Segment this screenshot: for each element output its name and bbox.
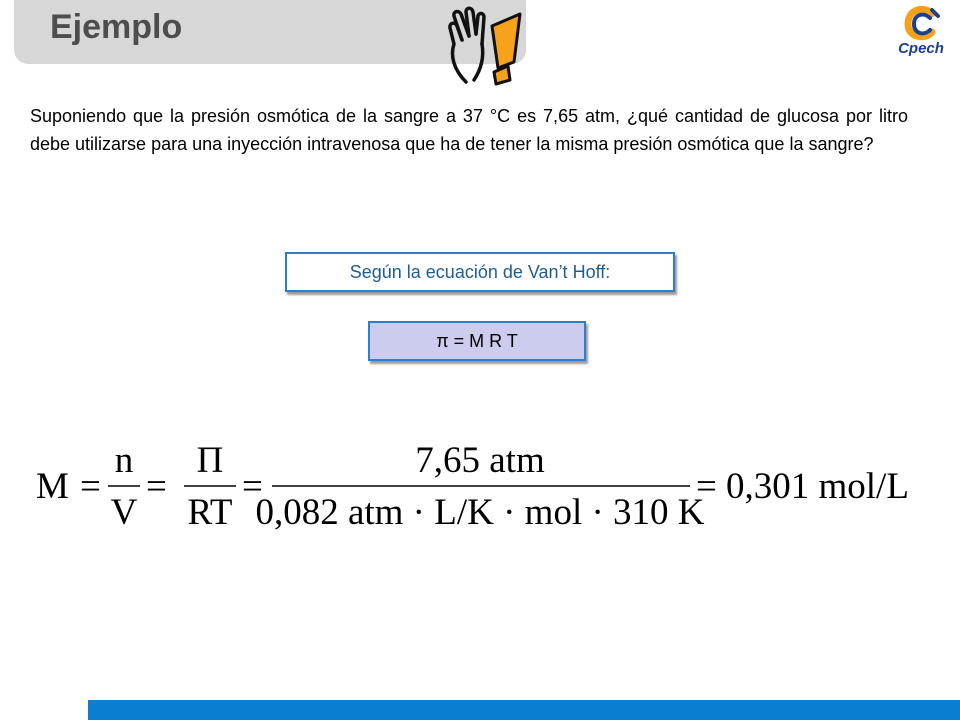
eq-sign-4: = (696, 466, 717, 507)
frac2-denominator: RT (187, 492, 233, 533)
eq-sign-2: = (146, 466, 167, 507)
slide-title: Ejemplo (50, 8, 183, 46)
cpech-logo-icon (888, 4, 954, 44)
frac1-denominator: V (110, 492, 138, 533)
footer-bar (88, 700, 960, 720)
eq-sign-3: = (242, 466, 263, 507)
vant-hoff-label: Según la ecuación de Van’t Hoff: (349, 261, 611, 282)
cpech-logo (888, 4, 954, 68)
formula-box (368, 321, 586, 361)
eq-sign-1: = (80, 466, 101, 507)
osmotic-formula: π = M R T (436, 330, 518, 351)
logo-text: Cpech (898, 40, 944, 57)
eq-lhs: M (36, 466, 69, 507)
eq-result: 0,301 mol/L (726, 466, 909, 507)
frac3-denominator: 0,082 atm · L/K · mol · 310 K (255, 492, 705, 533)
frac1-numerator: n (114, 440, 134, 481)
hand-pointer-warning-icon (444, 4, 530, 88)
question-text: Suponiendo que la presión osmótica de la sangre a 37 °C es 7,65 atm, ¿qué cantidad de glucosa por litro debe utilizarse para una inyección intravenosa que ha de tener la misma presión osmótica que la sangre? (30, 106, 908, 154)
frac2-numerator: Π (196, 440, 224, 481)
frac3-numerator: 7,65 atm (415, 440, 545, 481)
molarity-equation (34, 436, 914, 536)
vant-hoff-label-box (285, 252, 675, 292)
